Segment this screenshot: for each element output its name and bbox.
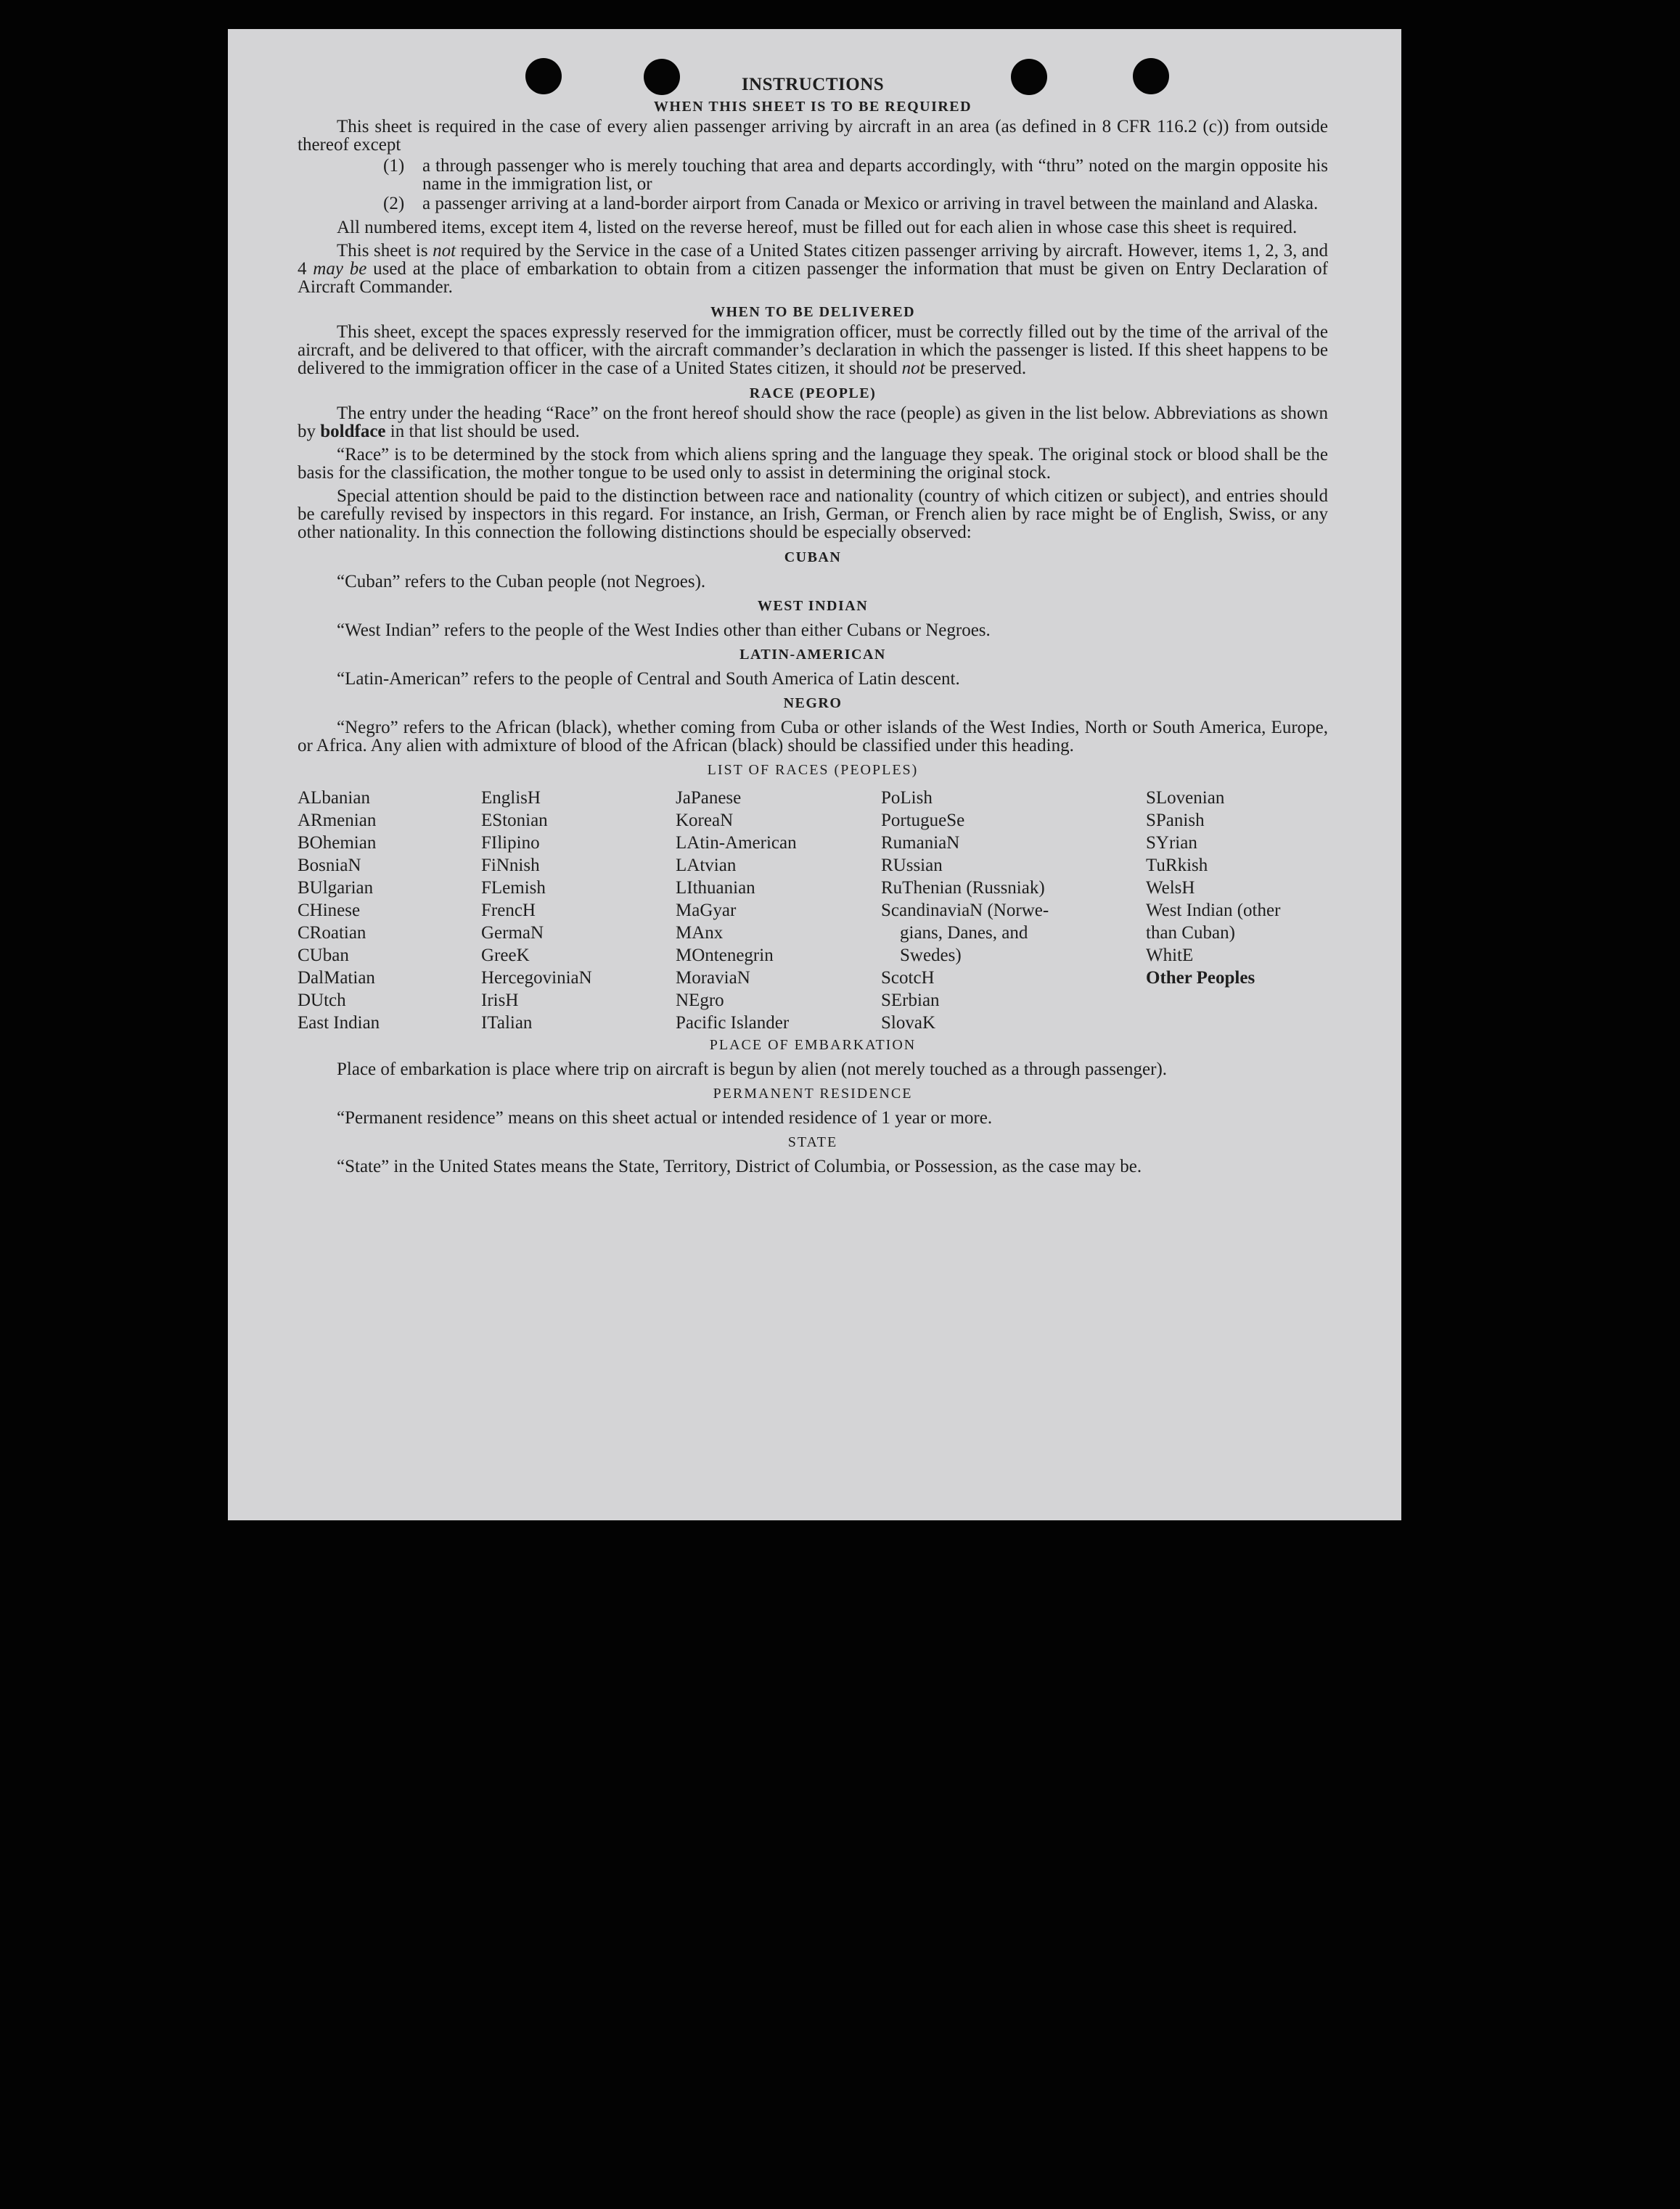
race-entry: IrisH — [481, 991, 519, 1010]
race-entry: SYrian — [1146, 833, 1197, 853]
race-entry: ScandinaviaN (Norwe- — [881, 901, 1049, 920]
race-entry: FLemish — [481, 878, 546, 898]
section-heading: STATE — [787, 1134, 838, 1150]
race-entry: JaPanese — [676, 788, 742, 808]
race-entry: NEgro — [676, 991, 724, 1010]
race-entry: GermaN — [481, 923, 544, 943]
race-entry: ScotcH — [881, 968, 935, 988]
race-entry: MaGyar — [676, 901, 737, 920]
section-heading: PLACE OF EMBARKATION — [709, 1037, 917, 1053]
race-entry: PortugueSe — [881, 811, 965, 830]
paragraph: All numbered items, except item 4, listed on the reverse hereof, must be filled out for each alien in whose case this sheet is required. — [337, 218, 1298, 237]
paragraph: This sheet is not required by the Service in the case of a United States citizen passenger arriving by aircraft. However, items 1, 2, 3, and 4 may be used at the place of embarkation to obtain from a citizen passenger the information that must be given on Entry Declaration of Aircraft Commander. — [298, 241, 1329, 297]
list-item — [383, 157, 1328, 193]
race-entry: RumaniaN — [881, 833, 960, 853]
section-heading: LATIN-AMERICAN — [739, 647, 886, 663]
race-entry: Swedes) — [900, 946, 962, 965]
paragraph: “Negro” refers to the African (black), whether coming from Cuba or other islands of the West Indies, North or South America, Europe, or Africa. Any alien with admixture of blood of the African (black) should be classified under this heading. — [298, 718, 1328, 755]
race-entry: GreeK — [481, 946, 530, 965]
race-entry: HercegoviniaN — [481, 968, 592, 988]
item-text: a through passenger who is merely touching that area and departs accordingly, with “thru” noted on the margin opposite his name in the immigration list, or — [422, 156, 1328, 194]
race-entry: FIlipino — [481, 833, 540, 853]
race-entry: ALbanian — [298, 788, 370, 808]
race-entry: RuThenian (Russniak) — [881, 878, 1045, 898]
race-entry: PoLish — [881, 788, 933, 808]
paragraph: “State” in the United States means the State, Territory, District of Columbia, or Possession, as the case may be. — [337, 1157, 1142, 1176]
race-entry: West Indian (other — [1146, 901, 1281, 920]
section-heading: WHEN THIS SHEET IS TO BE REQUIRED — [653, 99, 972, 115]
race-entry: Other Peoples — [1146, 968, 1255, 988]
race-entry: than Cuban) — [1146, 923, 1235, 943]
race-entry: ARmenian — [298, 811, 377, 830]
race-entry: LAtin-American — [676, 833, 797, 853]
item-text: a passenger arriving at a land-border airport from Canada or Mexico or arriving in travel between the mainland and Alaska. — [422, 194, 1319, 213]
section-heading: PERMANENT RESIDENCE — [713, 1086, 913, 1102]
section-heading: CUBAN — [784, 549, 842, 565]
document-body — [298, 74, 1328, 1180]
race-entry: MoraviaN — [676, 968, 750, 988]
list-item — [383, 194, 1328, 213]
paragraph: Special attention should be paid to the distinction between race and nationality (country of which citizen or subject), and entries should be carefully revised by inspectors in this regard. For instance, an Irish, German, or French alien by race might be of English, Swiss, or any other nationality. In this connection the following distinctions should be especially observed: — [298, 486, 1328, 542]
paragraph: The entry under the heading “Race” on the front hereof should show the race (people) as given in the list below. Abbreviations as shown by boldface in that list should be used. — [298, 403, 1328, 441]
race-entry: BOhemian — [298, 833, 377, 853]
race-entry: LIthuanian — [676, 878, 755, 898]
race-entry: gians, Danes, and — [900, 923, 1028, 943]
race-entry: TuRkish — [1146, 856, 1208, 875]
race-entry: East Indian — [298, 1013, 380, 1033]
race-entry: CUban — [298, 946, 349, 965]
race-entry: DUtch — [298, 991, 346, 1010]
paragraph: “Cuban” refers to the Cuban people (not Negroes). — [337, 572, 706, 591]
item-number: (1) — [383, 156, 405, 176]
document-page — [228, 29, 1401, 1520]
race-entry: MAnx — [676, 923, 724, 943]
races-list — [298, 787, 1328, 1034]
race-entry: WelsH — [1146, 878, 1195, 898]
race-entry: KoreaN — [676, 811, 734, 830]
section-heading: NEGRO — [783, 695, 843, 711]
race-entry: SErbian — [881, 991, 940, 1010]
race-entry: Pacific Islander — [676, 1013, 790, 1033]
race-entry: CRoatian — [298, 923, 366, 943]
paragraph: This sheet, except the spaces expressly reserved for the immigration officer, must be correctly filled out by the time of the arrival of the aircraft, and be delivered to that officer, with the aircraft commander’s declaration in which the passenger is listed. If this sheet happens to be delivered to the immigration officer in the case of a United States citizen, it should not be preserved. — [298, 322, 1328, 378]
race-entry: BosniaN — [298, 856, 361, 875]
paragraph: This sheet is required in the case of every alien passenger arriving by aircraft in an area (as defined in 8 CFR 116.2 (c)) from outside thereof except — [298, 117, 1328, 155]
section-heading: WHEN TO BE DELIVERED — [710, 304, 916, 320]
race-entry: RUssian — [881, 856, 943, 875]
page-title: INSTRUCTIONS — [741, 75, 885, 94]
race-entry: EStonian — [481, 811, 548, 830]
race-entry: DalMatian — [298, 968, 375, 988]
race-entry: WhitE — [1146, 946, 1194, 965]
race-entry: CHinese — [298, 901, 361, 920]
race-entry: BUlgarian — [298, 878, 374, 898]
paragraph: Place of embarkation is place where trip on aircraft is begun by alien (not merely touched as a through passenger). — [337, 1060, 1168, 1079]
race-entry: SPanish — [1146, 811, 1205, 830]
race-entry: EnglisH — [481, 788, 541, 808]
race-entry: FrencH — [481, 901, 536, 920]
item-number: (2) — [383, 194, 405, 213]
race-entry: MOntenegrin — [676, 946, 774, 965]
paragraph: “West Indian” refers to the people of the West Indies other than either Cubans or Negroes. — [337, 620, 991, 640]
race-entry: SLovenian — [1146, 788, 1225, 808]
race-entry: LAtvian — [676, 856, 737, 875]
paragraph: “Race” is to be determined by the stock from which aliens spring and the language they speak. The original stock or blood shall be the basis for the classification, the mother tongue to be used only to assist in determining the original stock. — [298, 445, 1328, 483]
race-entry — [1146, 989, 1328, 1012]
race-entry — [1146, 1012, 1328, 1034]
paragraph: “Permanent residence” means on this sheet actual or intended residence of 1 year or more. — [337, 1108, 993, 1128]
race-entry: FiNnish — [481, 856, 540, 875]
paragraph: “Latin-American” refers to the people of Central and South America of Latin descent. — [337, 669, 960, 689]
section-heading: RACE (PEOPLE) — [749, 385, 877, 401]
race-entry: SlovaK — [881, 1013, 935, 1033]
race-entry: ITalian — [481, 1013, 533, 1033]
section-heading: WEST INDIAN — [757, 598, 869, 614]
section-heading: LIST OF RACES (PEOPLES) — [707, 762, 919, 778]
